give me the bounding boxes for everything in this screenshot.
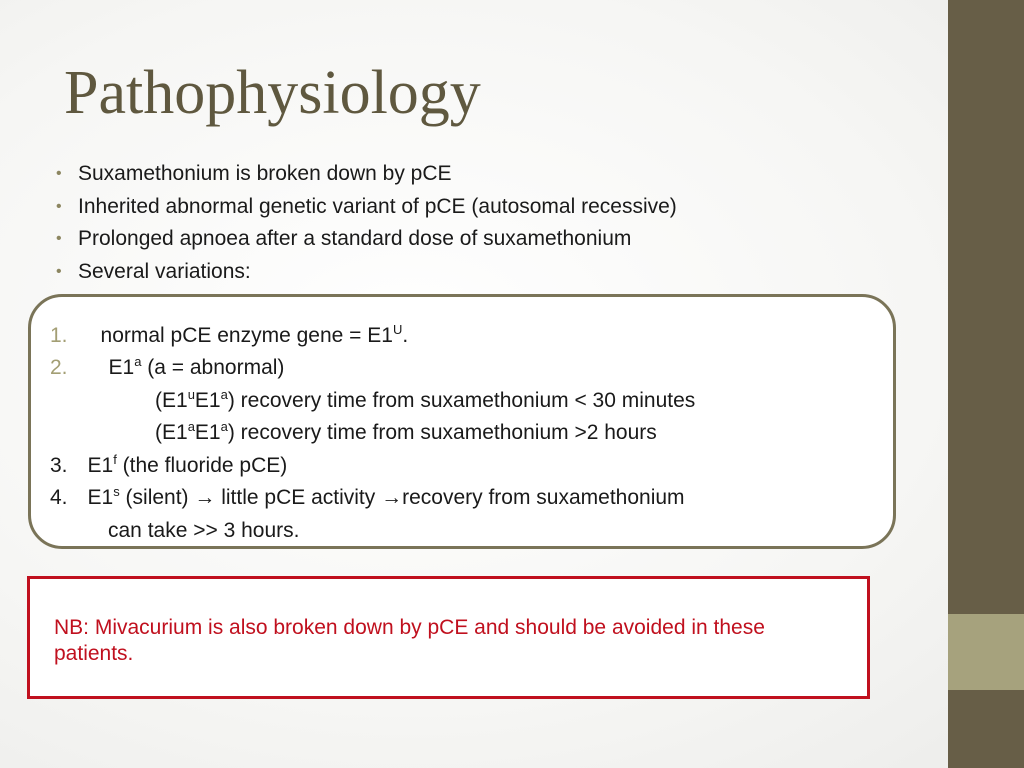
subline-text: ) recovery time from suxamethonium >2 hours <box>227 421 657 444</box>
variation-3 <box>50 452 288 477</box>
decorative-sidebar-accent <box>948 614 1024 690</box>
variation-number: 3. <box>50 454 68 477</box>
variation-tail: . <box>402 324 409 347</box>
variation-2-subline-2 <box>155 419 657 444</box>
variation-tail: (silent) → little pCE activity →recovery from suxamethonium <box>119 486 685 509</box>
variation-number: 2. <box>50 356 68 379</box>
subline-text: (E1 <box>155 421 188 444</box>
bullet-text: Prolonged apnoea after a standard dose of suxamethonium <box>78 227 632 250</box>
variation-number: 4. <box>50 486 68 509</box>
subline-superscript: a <box>220 387 228 402</box>
bullet-item <box>56 223 677 256</box>
variation-2 <box>50 354 285 379</box>
bullet-text: Suxamethonium is broken down by pCE <box>78 162 452 185</box>
bullet-dot-icon: • <box>56 197 62 215</box>
variation-1 <box>50 322 409 347</box>
bullet-dot-icon: • <box>56 230 62 247</box>
subline-text: E1 <box>194 421 221 444</box>
subline-superscript: a <box>187 419 195 434</box>
bullet-dot-icon: • <box>56 165 62 182</box>
variation-text: normal pCE enzyme gene = E1 <box>100 324 393 347</box>
nb-text: NB: Mivacurium is also broken down by pCE and should be avoided in these patients. <box>54 616 765 665</box>
nb-callout-box <box>27 576 870 699</box>
variation-superscript: U <box>392 322 403 337</box>
variation-4-continuation: can take >> 3 hours. <box>108 519 300 542</box>
bullet-dot-icon: • <box>56 262 62 280</box>
subline-text: ) recovery time from suxamethonium < 30 minutes <box>227 389 696 412</box>
variation-superscript: s <box>113 484 120 499</box>
bullet-text: Several variations: <box>78 259 251 283</box>
variation-superscript: a <box>134 354 142 369</box>
slide-title: Pathophysiology <box>64 59 481 127</box>
bullet-list <box>56 158 677 288</box>
subline-text: (E1 <box>155 389 188 412</box>
subline-superscript: a <box>220 419 228 434</box>
variation-tail: (a = abnormal) <box>141 356 285 379</box>
variation-4 <box>50 484 685 509</box>
variation-text: E1 <box>87 454 114 477</box>
bullet-item <box>56 256 677 289</box>
bullet-text: Inherited abnormal genetic variant of pCE (autosomal recessive) <box>78 194 677 218</box>
variation-text: E1 <box>87 486 114 509</box>
subline-superscript: u <box>187 387 195 402</box>
variation-superscript: f <box>113 452 117 467</box>
variation-2-subline-1 <box>155 387 696 412</box>
variation-number: 1. <box>50 324 68 347</box>
variations-box <box>28 294 896 549</box>
variation-tail: (the fluoride pCE) <box>116 454 288 477</box>
bullet-item <box>56 191 677 224</box>
subline-text: E1 <box>194 389 221 412</box>
bullet-item <box>56 158 677 191</box>
variation-text: E1 <box>108 356 135 379</box>
